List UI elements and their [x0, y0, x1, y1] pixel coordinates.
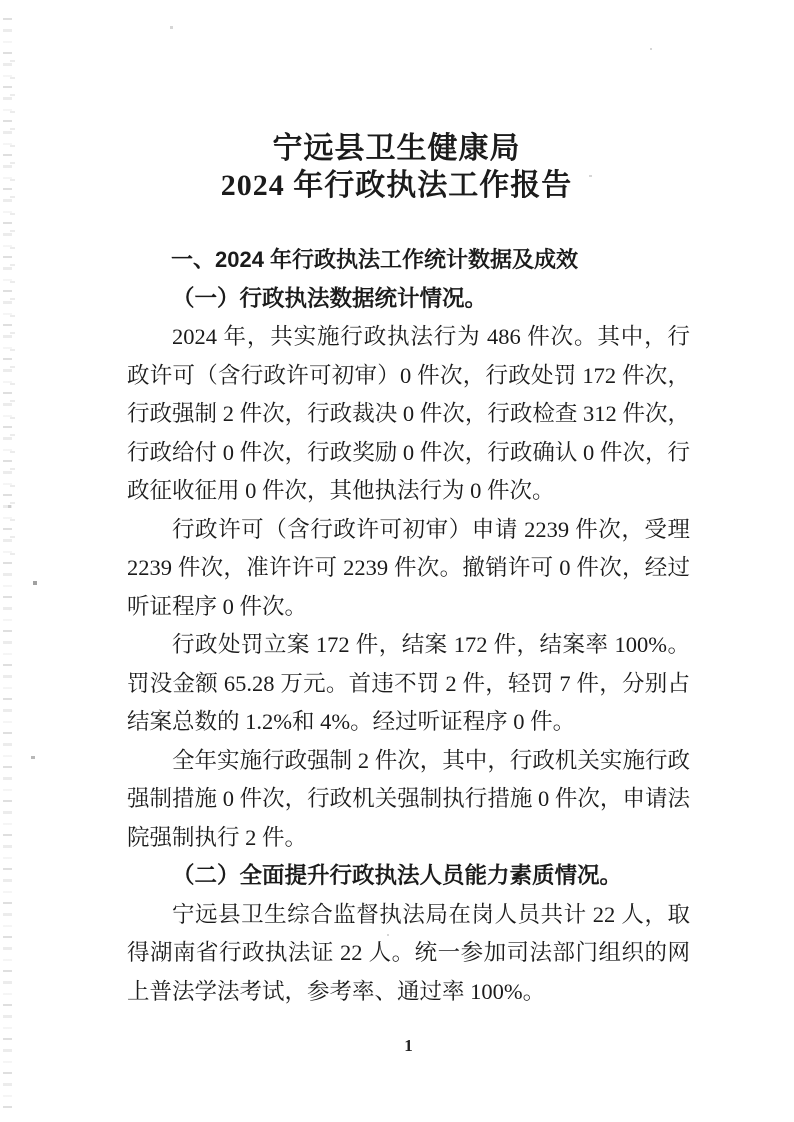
paragraph-enforcement-totals: 2024 年，共实施行政执法行为 486 件次。其中，行政许可（含行政许可初审）0 件次，行政处罚 172 件次，行政强制 2 件次，行政裁决 0 件次，行政检查 312 件次，行政给付 0 件次，行政奖励 0 件次，行政确认 0 件次，行政征收征用 0 件次，其他执法行为 0 件次。	[127, 324, 690, 503]
scan-speck	[31, 756, 35, 759]
document-title-line1: 宁远县卫生健康局	[272, 132, 521, 165]
paragraph-licensing-stats: 行政许可（含行政许可初审）申请 2239 件次，受理 2239 件次，准许许可 2239 件次。撤销许可 0 件次，经过听证程序 0 件次。	[127, 516, 690, 619]
scan-speck	[170, 26, 173, 29]
section-heading-statistics: 一、2024 年行政执法工作统计数据及成效	[171, 247, 579, 272]
document-title-line2: 2024 年行政执法工作报告	[220, 169, 573, 202]
paragraph-compulsion-stats: 全年实施行政强制 2 件次，其中，行政机关实施行政强制措施 0 件次，行政机关强制执行措施 0 件次，申请法院强制执行 2 件。	[127, 747, 690, 850]
paragraph-personnel-stats: 宁远县卫生综合监督执法局在岗人员共计 22 人，取得湖南省行政执法证 22 人。统一参加司法部门组织的网上普法学法考试，参考率、通过率 100%。	[127, 901, 690, 1004]
scan-speck	[650, 48, 652, 50]
scan-speck	[8, 505, 11, 508]
scan-speck	[33, 581, 37, 585]
document-title	[115, 130, 678, 204]
page-number: 1	[404, 1036, 413, 1055]
subsection-heading-personnel-capability: （二）全面提升行政执法人员能力素质情况。	[172, 863, 623, 888]
document-body	[127, 241, 690, 1011]
paragraph-penalty-stats: 行政处罚立案 172 件，结案 172 件，结案率 100%。罚没金额 65.28 万元。首违不罚 2 件，轻罚 7 件，分别占结案总数的 1.2%和 4%。经过听证程序 0 件。	[127, 632, 690, 734]
scan-noise-left-edge-2	[10, 60, 15, 560]
subsection-heading-data-statistics: （一）行政执法数据统计情况。	[172, 285, 488, 311]
